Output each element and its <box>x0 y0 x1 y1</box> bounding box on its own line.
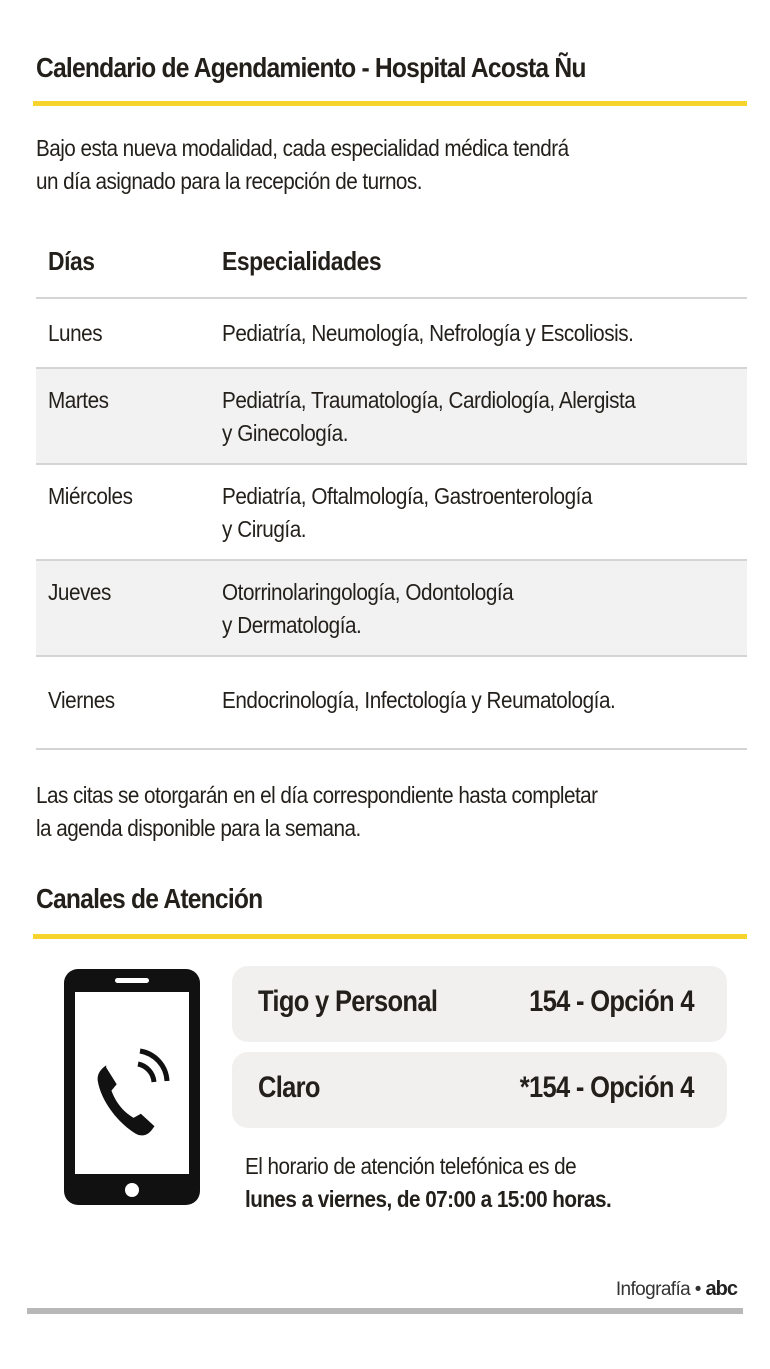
title-divider <box>33 101 747 106</box>
hours-text <box>245 1150 611 1216</box>
header-specialties: Especialidades <box>222 246 382 276</box>
channel-pill <box>232 1052 727 1128</box>
hours-line-bold: lunes a viernes, de 07:00 a 15:00 horas. <box>245 1186 612 1212</box>
footer-credit <box>616 1278 737 1301</box>
intro-line: un día asignado para la recepción de turnos. <box>36 168 422 194</box>
channels-divider <box>33 934 747 939</box>
table-row <box>36 559 747 655</box>
day-cell: Jueves <box>48 579 111 605</box>
day-cell: Viernes <box>48 687 115 713</box>
day-cell: Miércoles <box>48 483 133 509</box>
intro-line: Bajo esta nueva modalidad, cada especialidad médica tendrá <box>36 135 569 161</box>
day-cell: Martes <box>48 387 109 413</box>
hours-line: El horario de atención telefónica es de <box>245 1153 577 1179</box>
table-row <box>36 655 747 750</box>
channel-pill <box>232 966 727 1042</box>
abc-logo: abc <box>705 1278 737 1300</box>
carrier-label: Claro <box>258 1071 320 1104</box>
specialties-cell: Pediatría, Neumología, Nefrología y Escoliosis. <box>222 320 634 346</box>
header-days: Días <box>48 246 95 276</box>
footer-bar <box>27 1308 743 1314</box>
specialties-cell: Pediatría, Oftalmología, Gastroenterología y Cirugía. <box>222 483 593 542</box>
note-text <box>36 779 598 845</box>
specialties-cell: Otorrinolaringología, Odontología y Dermatología. <box>222 579 514 638</box>
table-row <box>36 463 747 559</box>
smartphone-call-icon <box>62 967 202 1207</box>
specialties-cell: Endocrinología, Infectología y Reumatología. <box>222 687 616 713</box>
note-line: Las citas se otorgarán en el día correspondiente hasta completar <box>36 782 598 808</box>
table-row <box>36 297 747 367</box>
carrier-label: Tigo y Personal <box>258 985 438 1018</box>
channels-title: Canales de Atención <box>36 883 263 914</box>
carrier-number: 154 - Opción 4 <box>529 985 694 1018</box>
specialties-cell: Pediatría, Traumatología, Cardiología, Alergista y Ginecología. <box>222 387 636 446</box>
carrier-number: *154 - Opción 4 <box>519 1071 694 1104</box>
credit-text: Infografía • <box>615 1279 701 1300</box>
day-cell: Lunes <box>48 320 103 346</box>
page-title: Calendario de Agendamiento - Hospital Acosta Ñu <box>36 52 586 83</box>
note-line: la agenda disponible para la semana. <box>36 815 361 841</box>
intro-text <box>36 132 569 198</box>
table-row <box>36 367 747 463</box>
